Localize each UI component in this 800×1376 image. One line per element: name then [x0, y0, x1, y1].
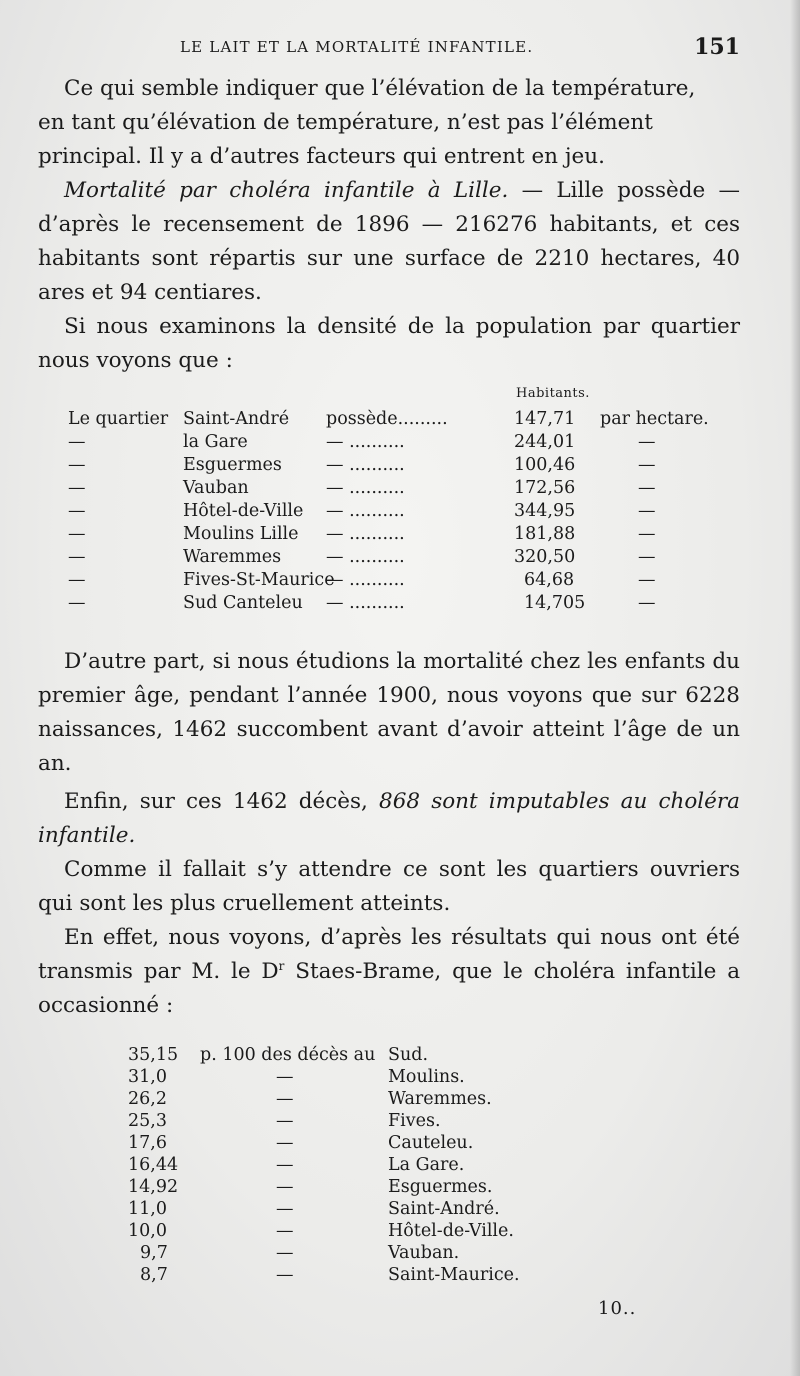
cholera-percent: 31,0	[128, 1067, 167, 1087]
density-value: 100,46	[514, 455, 576, 475]
cholera-district: Moulins.	[388, 1067, 465, 1087]
p1-line1: Ce qui semble indiquer que l’élévation de la température,	[64, 76, 696, 101]
density-row	[68, 592, 708, 614]
density-unit: —	[638, 547, 656, 567]
cholera-district: Esguermes.	[388, 1177, 493, 1197]
cholera-row	[128, 1242, 568, 1264]
cholera-percent: 35,15	[128, 1045, 179, 1065]
row-verb: — ..........	[326, 570, 405, 590]
density-row	[68, 408, 708, 430]
density-row	[68, 523, 708, 545]
row-verb: — ..........	[326, 524, 405, 544]
row-prefix: —	[68, 547, 86, 567]
cholera-district: Hôtel-de-Ville.	[388, 1221, 514, 1241]
row-verb: — ..........	[326, 432, 405, 452]
paragraph-workers-districts	[38, 853, 740, 921]
district-name: Moulins Lille	[183, 524, 299, 544]
cholera-row	[128, 1110, 568, 1132]
running-title: LE LAIT ET LA MORTALITÉ INFANTILE.	[180, 38, 534, 56]
density-value: 320,50	[514, 547, 576, 567]
cholera-district: La Gare.	[388, 1155, 465, 1175]
cholera-district: Sud.	[388, 1045, 429, 1065]
row-verb: — ..........	[326, 501, 405, 521]
density-value: 244,01	[514, 432, 576, 452]
cholera-district: Saint-Maurice.	[388, 1265, 520, 1285]
cholera-middle: —	[276, 1199, 294, 1219]
district-name: Hôtel-de-Ville	[183, 501, 304, 521]
cholera-percent: 17,6	[128, 1133, 167, 1153]
cholera-percent: 25,3	[128, 1111, 167, 1131]
cholera-percent: 14,92	[128, 1177, 179, 1197]
p4-text: D’autre part, si nous étudions la mortalité chez les enfants du premier âge, pendant l’année 1900, nous voyons que sur 6228 naissances, 1462 succombent avant d’avoir atteint l’âge de un an.	[38, 649, 740, 776]
paragraph-births	[38, 645, 740, 781]
row-prefix: —	[68, 432, 86, 452]
district-name: Fives-St-Maurice	[183, 570, 335, 590]
cholera-percent: 8,7	[140, 1265, 168, 1285]
paragraph-results	[38, 921, 740, 1023]
density-unit: —	[638, 501, 656, 521]
cholera-middle: —	[276, 1177, 294, 1197]
density-unit: —	[638, 455, 656, 475]
cholera-percent: 9,7	[140, 1243, 168, 1263]
cholera-row	[128, 1088, 568, 1110]
density-value: 344,95	[514, 501, 576, 521]
p1-line3: principal. Il y a d’autres facteurs qui entrent en jeu.	[38, 144, 605, 169]
row-verb: — ..........	[326, 547, 405, 567]
cholera-middle: —	[276, 1089, 294, 1109]
density-row	[68, 569, 708, 591]
cholera-middle: —	[276, 1111, 294, 1131]
density-value: 14,705	[524, 593, 586, 613]
district-name: Sud Canteleu	[183, 593, 303, 613]
paragraph-density-intro	[38, 310, 740, 378]
density-value: 147,71	[514, 409, 576, 429]
density-value: 172,56	[514, 478, 576, 498]
page-header	[180, 36, 740, 60]
density-row	[68, 454, 708, 476]
cholera-middle: p. 100 des décès au	[200, 1045, 376, 1065]
p7-superscript: r	[278, 958, 285, 973]
cholera-row	[128, 1066, 568, 1088]
density-unit: —	[638, 570, 656, 590]
cholera-row	[128, 1220, 568, 1242]
row-prefix: —	[68, 501, 86, 521]
density-row	[68, 477, 708, 499]
cholera-row	[128, 1264, 568, 1286]
district-name: Esguermes	[183, 455, 282, 475]
row-prefix: —	[68, 570, 86, 590]
density-row	[68, 500, 708, 522]
cholera-district: Waremmes.	[388, 1089, 492, 1109]
cholera-middle: —	[276, 1265, 294, 1285]
cholera-middle: —	[276, 1221, 294, 1241]
page-number: 151	[694, 34, 740, 60]
signature-mark: 10..	[598, 1298, 637, 1319]
paragraph-temperature	[38, 72, 740, 310]
row-prefix: —	[68, 524, 86, 544]
district-name: la Gare	[183, 432, 248, 452]
cholera-district: Fives.	[388, 1111, 441, 1131]
p3-text: Si nous examinons la densité de la population par quartier nous voyons que :	[38, 314, 740, 373]
density-column-header: Habitants.	[516, 386, 590, 401]
district-name: Waremmes	[183, 547, 282, 567]
p7-text-b: Staes-Brame, que le choléra infantile a occasionné :	[38, 959, 741, 1018]
district-name: Saint-André	[183, 409, 290, 429]
cholera-percent: 11,0	[128, 1199, 167, 1219]
density-row	[68, 546, 708, 568]
cholera-percent: 16,44	[128, 1155, 179, 1175]
row-verb: — ..........	[326, 593, 405, 613]
paragraph-deaths	[38, 785, 740, 853]
row-prefix: —	[68, 593, 86, 613]
section-heading-italic: Mortalité par choléra infantile à Lille.	[64, 178, 509, 203]
density-row	[68, 431, 708, 453]
density-value: 181,88	[514, 524, 576, 544]
cholera-middle: —	[276, 1243, 294, 1263]
district-name: Vauban	[183, 478, 249, 498]
cholera-row	[128, 1132, 568, 1154]
density-unit: —	[638, 593, 656, 613]
row-prefix: Le quartier	[68, 409, 169, 429]
density-unit: —	[638, 524, 656, 544]
density-unit: —	[638, 432, 656, 452]
cholera-middle: —	[276, 1067, 294, 1087]
cholera-district: Cauteleu.	[388, 1133, 474, 1153]
density-value: 64,68	[524, 570, 575, 590]
p1-line2: en tant qu’élévation de température, n’est pas l’élément	[38, 110, 653, 135]
cholera-middle: —	[276, 1133, 294, 1153]
cholera-district: Vauban.	[388, 1243, 460, 1263]
row-verb: possède.........	[326, 409, 448, 429]
p6-text: Comme il fallait s’y attendre ce sont les quartiers ouvriers qui sont les plus cruellement atteints.	[38, 857, 740, 916]
p7-text-a: En effet, nous voyons, d’après les résultats qui nous ont été transmis par M. le D	[38, 925, 740, 984]
row-verb: — ..........	[326, 478, 405, 498]
p5-text: Enfin, sur ces 1462 décès,	[64, 789, 380, 814]
cholera-percent: 10,0	[128, 1221, 167, 1241]
density-unit: par hectare.	[600, 409, 709, 429]
cholera-district: Saint-André.	[388, 1199, 500, 1219]
cholera-percent: 26,2	[128, 1089, 167, 1109]
page-edge-shadow	[790, 0, 800, 1376]
cholera-row	[128, 1198, 568, 1220]
row-prefix: —	[68, 455, 86, 475]
p5-italic: 868 sont imputables au choléra infantile.	[38, 789, 740, 848]
p2-text: — Lille possède — d’après le recensement de 1896 — 216276 habitants, et ces habitants sont répartis sur une surface de 2210 hectares, 40 ares et 94 centiares.	[38, 178, 740, 305]
row-prefix: —	[68, 478, 86, 498]
cholera-middle: —	[276, 1155, 294, 1175]
cholera-row	[128, 1154, 568, 1176]
density-unit: —	[638, 478, 656, 498]
row-verb: — ..........	[326, 455, 405, 475]
cholera-row	[128, 1176, 568, 1198]
cholera-row	[128, 1044, 568, 1066]
